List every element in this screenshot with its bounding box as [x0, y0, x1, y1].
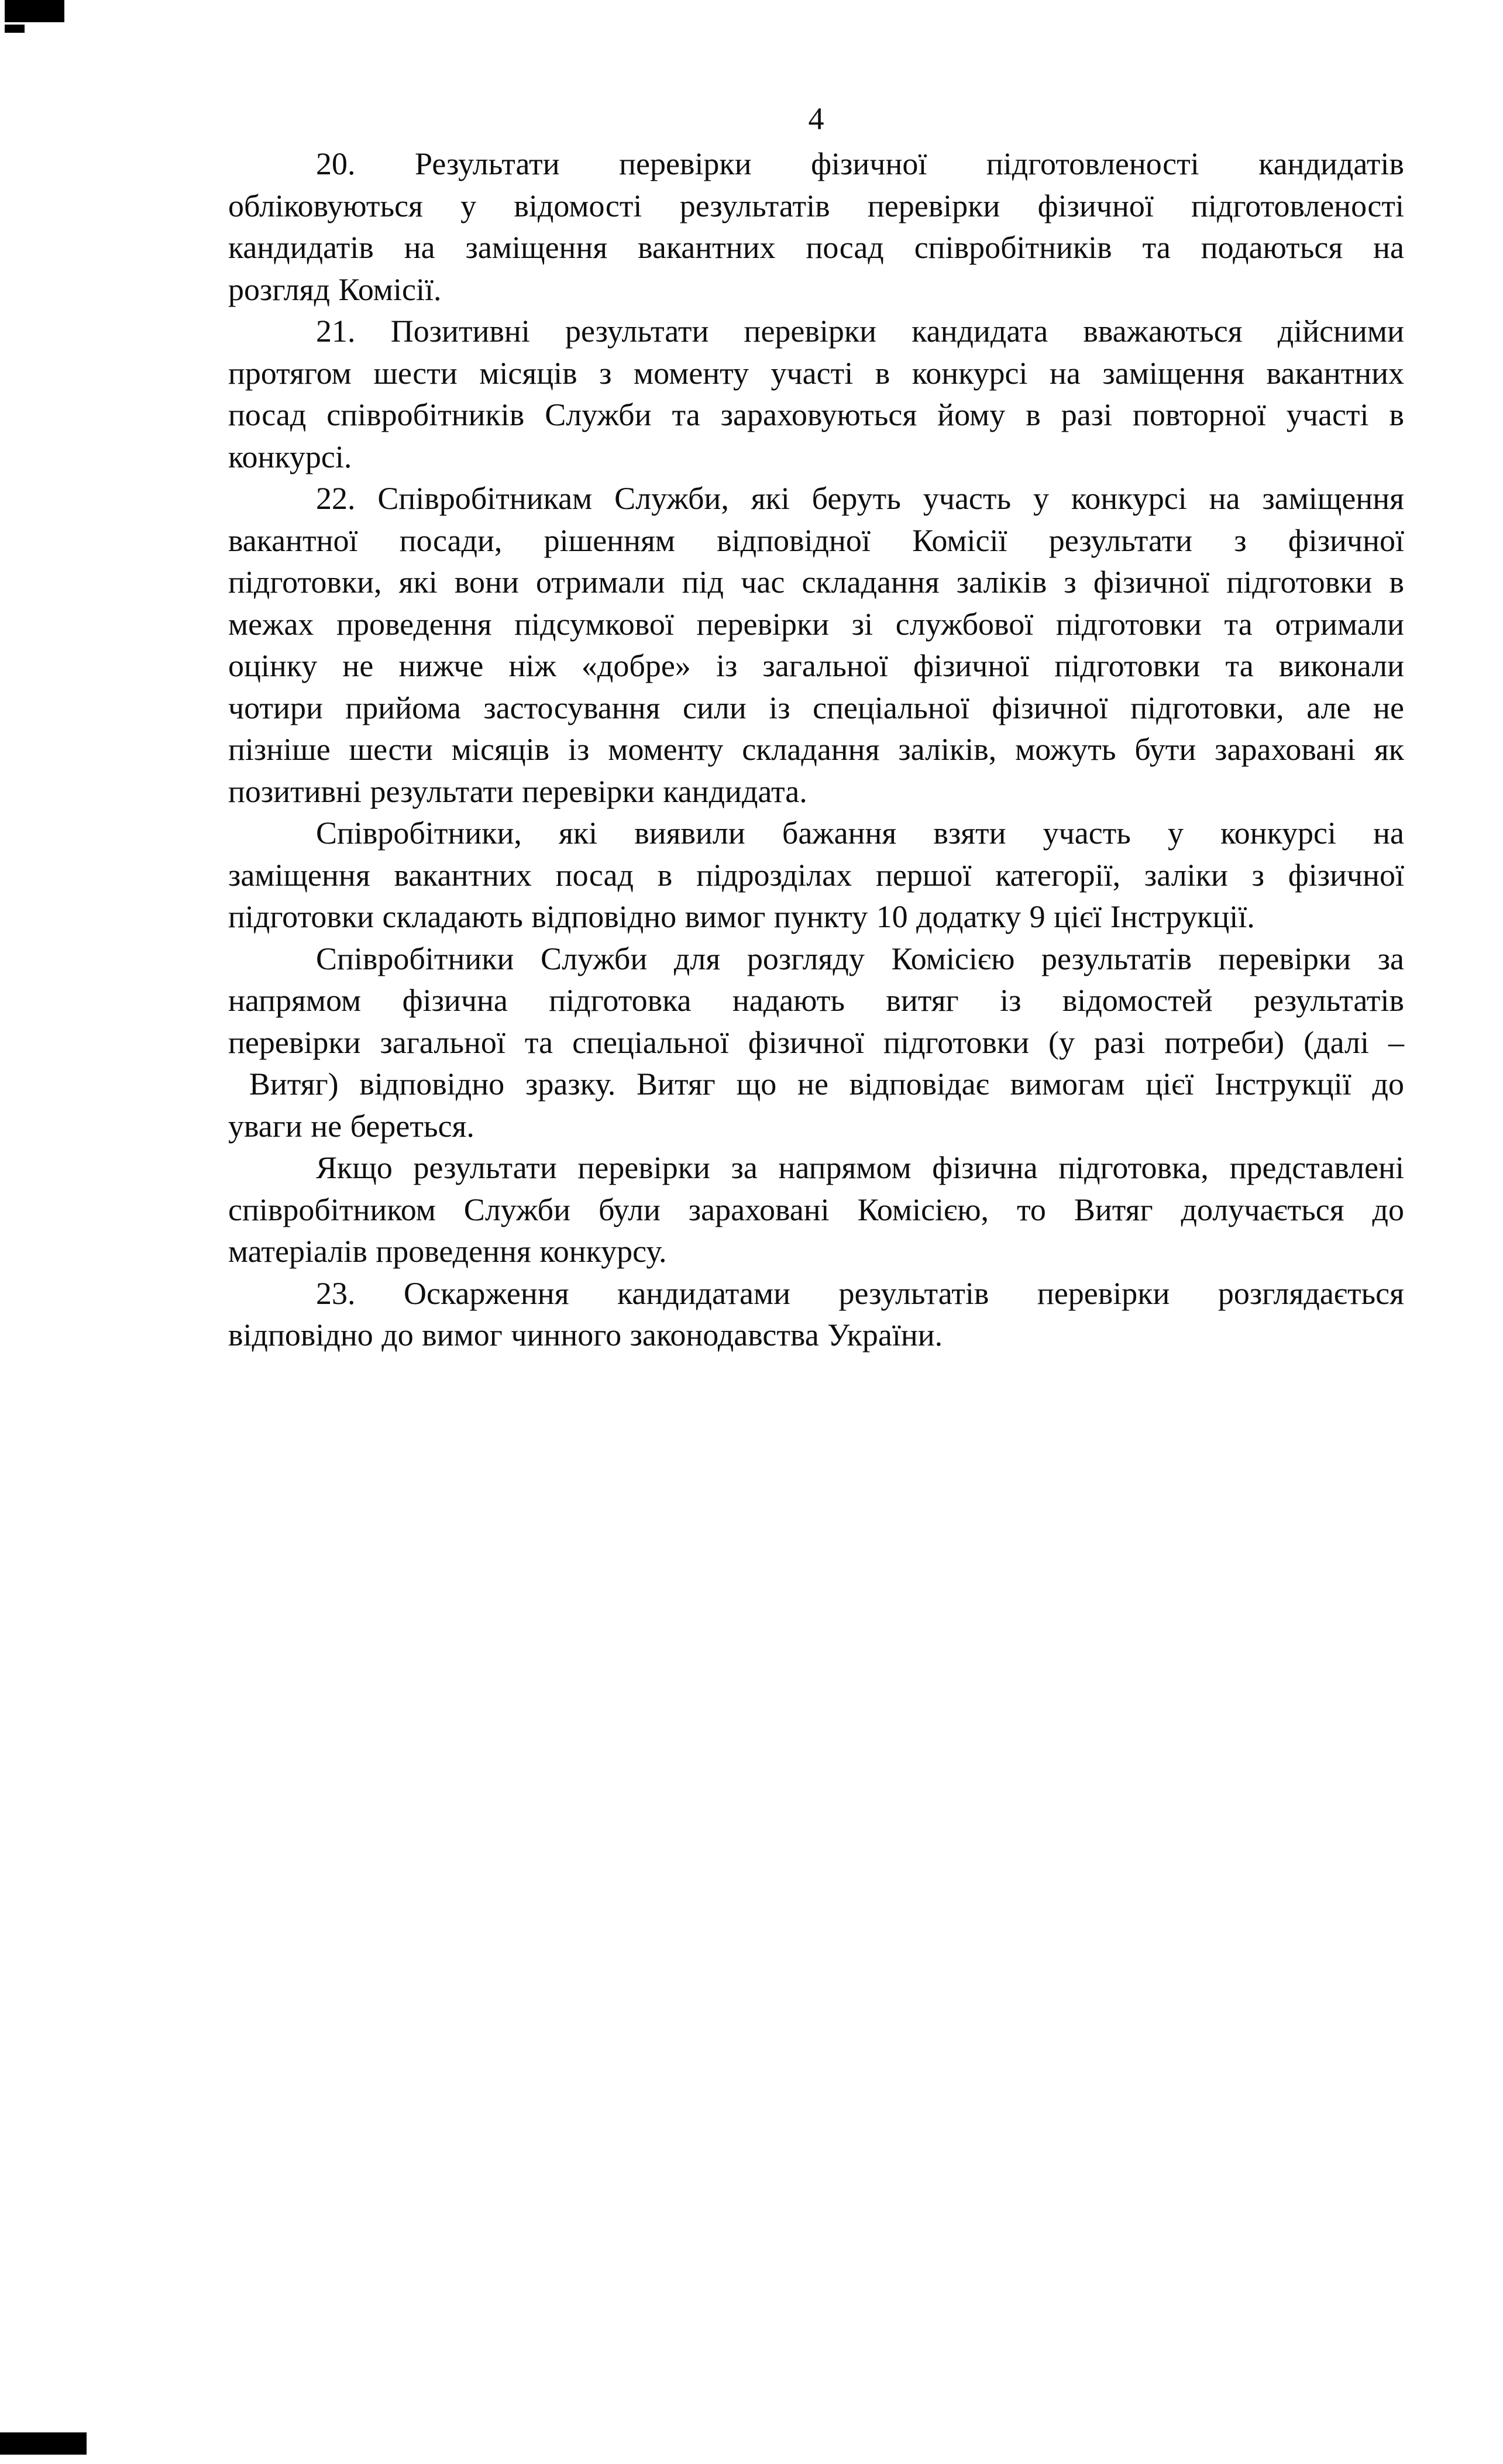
text-line: розгляд Комісії. — [228, 271, 442, 307]
text-line: відповідно до вимог чинного законодавства України. — [228, 1317, 943, 1353]
scan-artifact-top-left — [5, 0, 64, 22]
page-number: 4 — [808, 101, 824, 136]
text-line: Співробітники Служби для розгляду Комісією результатів перевірки за — [316, 941, 1404, 976]
text-line: напрямом фізична підготовка надають витяг із відомостей результатів — [228, 983, 1404, 1018]
text-line: оцінку не нижче ніж «добре» із загальної фізичної підготовки та виконали — [228, 648, 1404, 683]
text-line: Співробітники, які виявили бажання взяти участь у конкурсі на — [316, 815, 1404, 851]
text-line: 20. Результати перевірки фізичної підготовленості кандидатів — [316, 146, 1404, 181]
text-line: конкурсі. — [228, 439, 352, 474]
text-line: 22. Співробітникам Служби, які беруть участь у конкурсі на заміщення — [316, 481, 1404, 516]
text-line: Витяг) відповідно зразку. Витяг що не відповідає вимогам цієї Інструкції до — [228, 1066, 1404, 1102]
text-block — [228, 143, 1404, 1357]
text-line: перевірки загальної та спеціальної фізичної підготовки (у разі потреби) (далі – — [228, 1024, 1404, 1060]
text-line: Якщо результати перевірки за напрямом фізична підготовка, представлені — [316, 1150, 1404, 1185]
text-line: протягом шести місяців з моменту участі в конкурсі на заміщення вакантних — [228, 355, 1404, 391]
text-line: межах проведення підсумкової перевірки зі службової підготовки та отримали — [228, 606, 1404, 642]
text-line: позитивні результати перевірки кандидата. — [228, 773, 807, 809]
text-line: співробітником Служби були зараховані Комісією, то Витяг долучається до — [228, 1192, 1404, 1227]
scan-artifact-top-left-small — [5, 25, 25, 33]
text-line: пізніше шести місяців із моменту складання заліків, можуть бути зараховані як — [228, 732, 1404, 767]
text-line: 21. Позитивні результати перевірки кандидата вважаються дійсними — [316, 314, 1404, 349]
text-line: кандидатів на заміщення вакантних посад співробітників та подаються на — [228, 230, 1404, 265]
text-line: посад співробітників Служби та зараховуються йому в разі повторної участі в — [228, 397, 1404, 432]
text-line: підготовки, які вони отримали під час складання заліків з фізичної підготовки в — [228, 565, 1404, 600]
text-line: підготовки складають відповідно вимог пункту 10 додатку 9 цієї Інструкції. — [228, 899, 1255, 934]
text-line: матеріалів проведення конкурсу. — [228, 1234, 667, 1269]
text-line: обліковуються у відомості результатів перевірки фізичної підготовленості — [228, 188, 1404, 223]
text-line: уваги не береться. — [228, 1108, 474, 1144]
text-line: 23. Оскарження кандидатами результатів перевірки розглядається — [316, 1275, 1404, 1311]
text-line: заміщення вакантних посад в підрозділах першої категорії, заліки з фізичної — [228, 857, 1404, 893]
text-line: чотири прийома застосування сили із спеціальної фізичної підготовки, але не — [228, 690, 1404, 725]
scan-artifact-bottom-left — [0, 2432, 87, 2455]
text-line: вакантної посади, рішенням відповідної Комісії результати з фізичної — [228, 522, 1404, 558]
